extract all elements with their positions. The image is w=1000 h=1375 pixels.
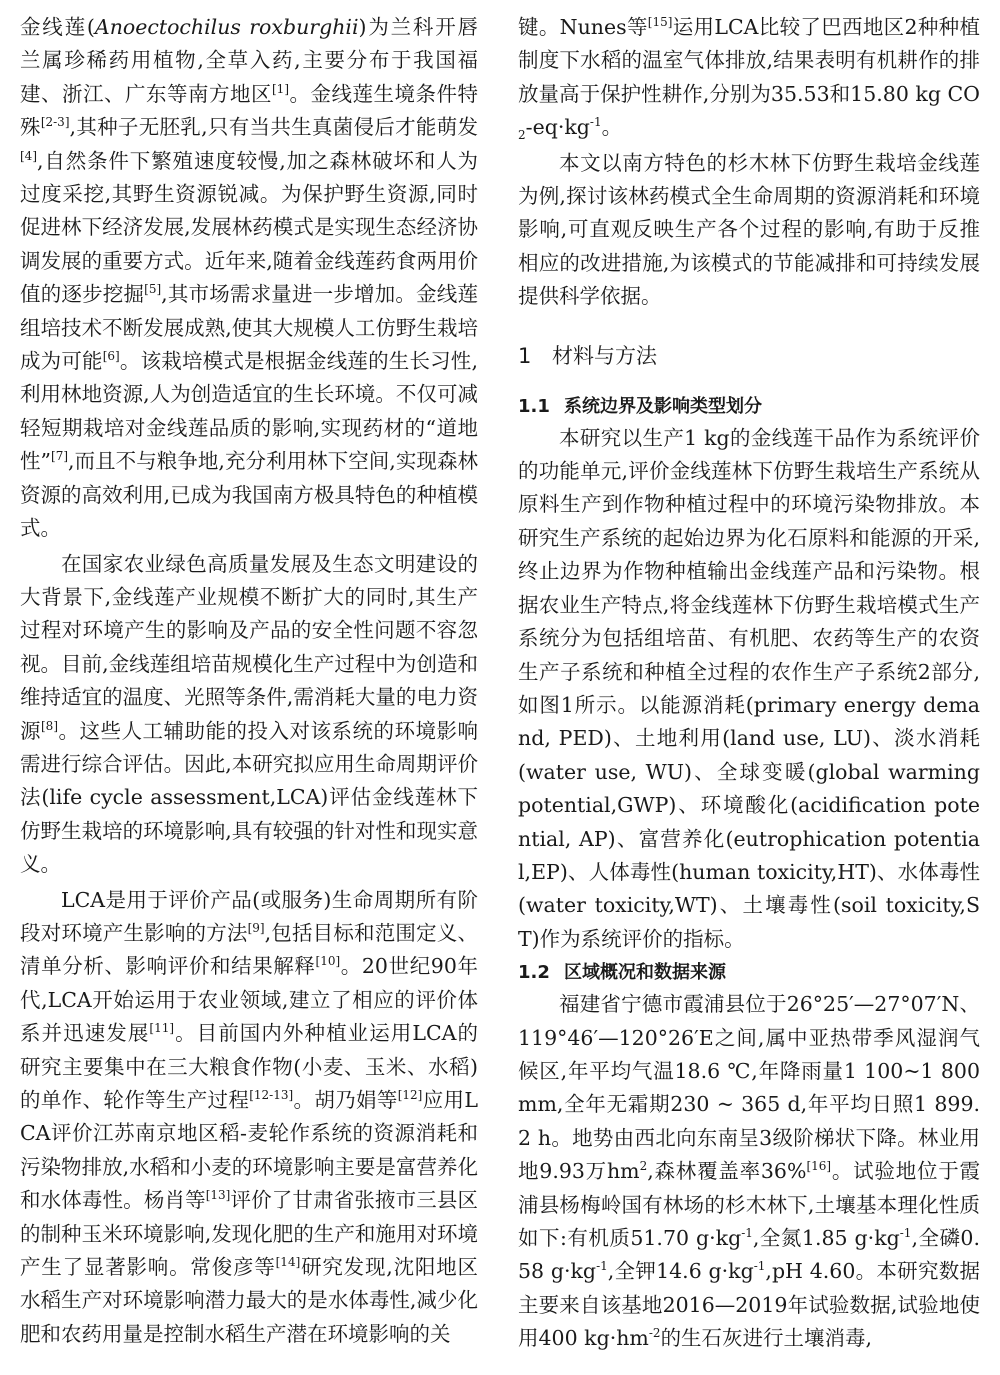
text-run: 。20世纪90年代,LCA开始运用于农业领域,建立了相应的评价体系并迅速发展 <box>20 954 478 1046</box>
text-run: 运用LCA比较了巴西地区2种种植制度下水稻的温室气体排放,结果表明有机耕作的排放量高于保护性耕作,分别为35.53和15.80 kg CO <box>518 15 980 106</box>
text-run: 的生石灰进行土壤消毒, <box>660 1326 873 1351</box>
text-run: 。试验地位于霞浦县杨梅岭国有林场的杉木林下,土壤基本理化性质如下:有机质51.70 g·kg <box>518 1159 981 1250</box>
text-run: ,全氮1.85 g·kg <box>752 1226 900 1250</box>
text-run: 福建省宁德市霞浦县位于26°25′—27°07′N、119°46′—120°26′E之间,属中亚热带季风湿润气候区,年平均气温18.6 ℃,年降雨量1 100~1 800 mm,全年无霜期230 ~ 365 d,年平均日照1 899.2 h。地势由西北向东南呈3级阶梯状下降。林业用地9.93万hm <box>518 992 980 1184</box>
superscript: [7] <box>51 449 69 464</box>
superscript: [6] <box>102 349 120 364</box>
text-run: LCA是用于评价产品(或服务)生命周期所有阶段对环境产生影响的方法 <box>20 887 478 945</box>
text-run: ,全钾14.6 g·kg <box>607 1259 754 1284</box>
text-run: 。胡乃娟等 <box>293 1088 398 1112</box>
text-run: 键。Nunes等 <box>518 15 648 39</box>
subsection-heading-1-2 <box>518 956 980 988</box>
text-run: 本文以南方特色的杉木林下仿野生栽培金线莲为例,探讨该林药模式全生命周期的资源消耗和环境影响,可直观反映生产各个过程的影响,有助于反推相应的改进措施,为该模式的节能减排和可持续发展提供科学依据。 <box>518 150 980 309</box>
superscript: [11] <box>149 1021 175 1036</box>
superscript: [14] <box>275 1255 301 1270</box>
system-boundary-paragraph <box>518 422 980 957</box>
superscript: [5] <box>144 282 162 297</box>
section-title: 材料与方法 <box>552 343 657 368</box>
left-column <box>20 0 478 1351</box>
superscript: [2-3] <box>40 115 70 130</box>
text-run: ,全磷0.58 g·kg <box>518 1226 980 1284</box>
subsection-number: 1.2 <box>518 962 550 984</box>
text-run: ,包括目标和范围定义、清单分析、影响评价和结果解释 <box>20 920 478 979</box>
species-name: Anoectochilus roxburghii <box>94 15 359 39</box>
subsection-title: 系统边界及影响类型划分 <box>564 395 762 417</box>
text-run: )为兰科开唇兰属珍稀药用植物,全草入药,主要分布于我国福建、浙江、广东等南方地区 <box>20 15 478 106</box>
superscript: [4] <box>20 148 37 163</box>
subsection-heading-1-1 <box>518 388 980 422</box>
subscript: 2 <box>518 128 526 143</box>
background-paragraph <box>20 548 478 882</box>
text-run: 金线莲( <box>20 15 95 39</box>
text-run: 。金线莲生境条件特殊 <box>20 81 478 140</box>
superscript: -1 <box>753 1259 766 1274</box>
aim-paragraph <box>518 147 980 314</box>
text-run: ,其市场需求量进一步增加。金线莲组培技术不断发展成熟,使其大规模人工仿野生栽培成为可能 <box>20 282 479 374</box>
text-run: 评价了甘肃省张掖市三县区的制种玉米环境影响,发现化肥的生产和施用对环境产生了显著影响。常俊彦等 <box>20 1188 479 1280</box>
text-run: ,pH 4.60。本研究数据主要来自该基地2016—2019年试验数据,试验地使用400 kg·hm <box>518 1259 980 1351</box>
text-run: ,自然条件下繁殖速度较慢,加之森林破坏和人为过度采挖,其野生资源锐减。为保护野生资源,同时促进林下经济发展,发展林药模式是实现生态经济协调发展的重要方式。近年来,随着金线莲药食两用价值的逐步挖掘 <box>20 148 478 307</box>
superscript: [9] <box>247 921 265 936</box>
text-run: ,森林覆盖率36% <box>647 1159 807 1184</box>
text-run: 应用LCA评价江苏南京地区稻-麦轮作系统的资源消耗和污染物排放,水稻和小麦的环境影响主要是富营养化和水体毒性。杨肖等 <box>20 1088 479 1213</box>
study-area-paragraph <box>518 988 980 1355</box>
superscript: [10] <box>315 954 341 969</box>
superscript: [8] <box>41 718 58 733</box>
text-run: 在国家农业绿色高质量发展及生态文明建设的大背景下,金线莲产业规模不断扩大的同时,其生产过程对环境产生的影响及产品的安全性问题不容忽视。目前,金线莲组培苗规模化生产过程中为创造和维持适宜的温度、光照等条件,需消耗大量的电力资源 <box>20 551 478 743</box>
superscript: [16] <box>806 1159 832 1174</box>
text-run: 本研究以生产1 kg的金线莲干品作为系统评价的功能单元,评价金线莲林下仿野生栽培生产系统从原料生产到作物种植过程中的环境污染物排放。本研究生产系统的起始边界为化石原料和能源的开采,终止边界为作物种植输出金线莲产品和污染物。根据农业生产特点,将金线莲林下仿野生栽培模式生产系统分为包括组培苗、有机肥、农药等生产的农资生产子系统和种植全过程的农作生产子系统2部分,如图1所示。以能源消耗(primary energy demand, PED)、土地利用(land use, LU)、淡水消耗(water use, WU)、全球变暖(global warming potential,GWP)、环境酸化(acidification potential, AP)、富营养化(eutrophication potential,EP)、人体毒性(human toxicity,HT)、水体毒性(water toxicity,WT)、土壤毒性(soil toxicity,ST)作为系统评价的指标。 <box>518 425 980 951</box>
text-run: 。这些人工辅助能的投入对该系统的环境影响需进行综合评估。因此,本研究拟应用生命周期评价法(life cycle assessment,LCA)评估金线莲林下仿野生栽培的环境影响,具有较强的针对性和现实意义。 <box>20 718 478 877</box>
text-run: 。目前国内外种植业运用LCA的研究主要集中在三大粮食作物(小麦、玉米、水稻)的单作、轮作等生产过程 <box>20 1021 479 1112</box>
superscript: [15] <box>647 15 673 30</box>
superscript: -2 <box>648 1326 661 1341</box>
superscript: -1 <box>741 1226 753 1241</box>
superscript: [13] <box>205 1188 231 1203</box>
lca-review-paragraph <box>20 884 478 1352</box>
section-number: 1 <box>518 343 532 368</box>
text-run: 。 <box>601 115 623 140</box>
text-run: -eq·kg <box>525 115 590 140</box>
text-run: ,其种子无胚乳,只有当共生真菌侵后才能萌发 <box>69 115 478 140</box>
subsection-number: 1.1 <box>518 395 550 417</box>
superscript: -1 <box>596 1259 608 1274</box>
text-run: ,而且不与粮争地,充分利用林下空间,实现森林资源的高效利用,已成为我国南方极具特色的种植模式。 <box>20 449 478 541</box>
superscript: 2 <box>639 1159 648 1174</box>
text-run: 研究发现,沈阳地区水稻生产对环境影响潜力最大的是水体毒性,减少化肥和农药用量是控制水稻生产潜在环境影响的关 <box>20 1255 478 1346</box>
superscript: -1 <box>589 115 602 130</box>
continued-paragraph <box>518 0 980 145</box>
superscript: [1] <box>272 81 289 96</box>
subsection-title: 区域概况和数据来源 <box>564 962 726 984</box>
superscript: [12] <box>397 1088 423 1103</box>
text-run: 。该栽培模式是根据金线莲的生长习性,利用林地资源,人为创造适宜的生长环境。不仅可减轻短期栽培对金线莲品质的影响,实现药材的“道地性” <box>20 349 479 474</box>
intro-paragraph <box>20 0 478 546</box>
right-column <box>518 0 980 1356</box>
section-heading <box>518 314 980 388</box>
superscript: [12-13] <box>249 1088 294 1103</box>
superscript: -1 <box>899 1226 912 1241</box>
